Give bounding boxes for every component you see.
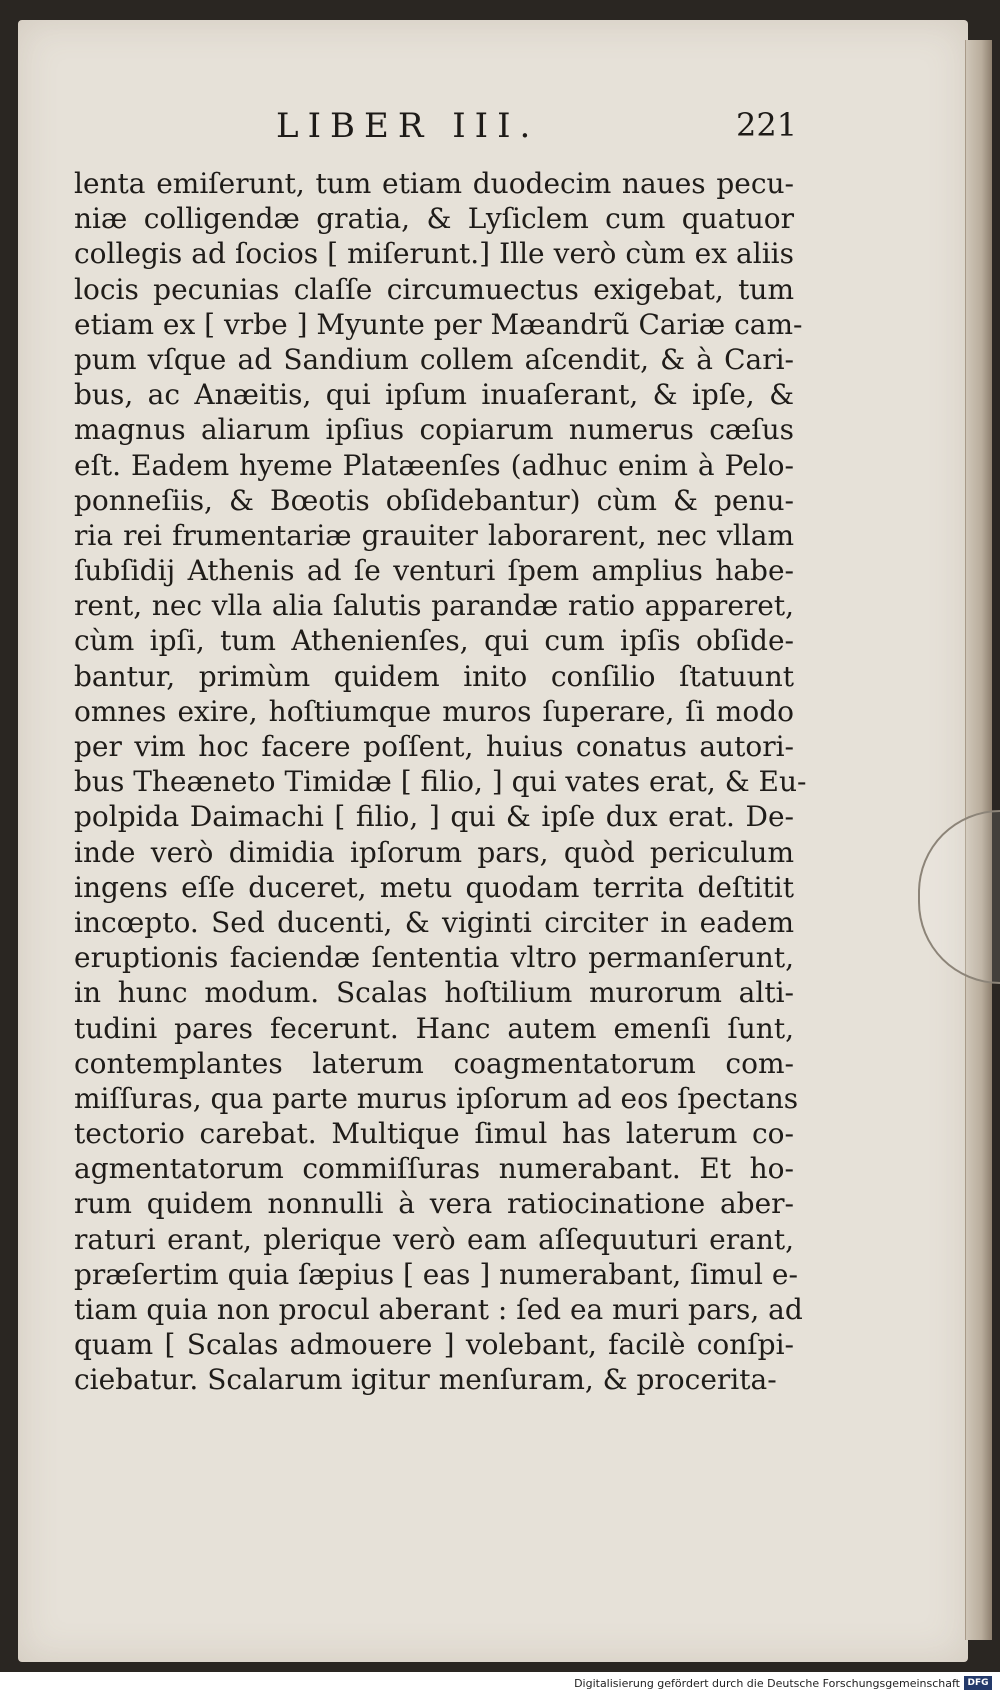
text-line: eſt. Eadem hyeme Platæenſes (adhuc enim à Pelo- — [74, 448, 794, 482]
text-line: niæ colligendæ gratia, & Lyſiclem cum quatuor — [74, 202, 794, 236]
book-page — [18, 20, 968, 1662]
text-line: præſertim quia ſæpius [ eas ] numerabant, ſimul e- — [74, 1257, 798, 1291]
text-line: collegis ad ſocios [ miſerunt.] Ille verò cùm ex aliis — [74, 237, 794, 271]
text-line: bantur, primùm quidem inito conſilio ſtatuunt — [74, 659, 794, 693]
text-line: bus Theæneto Timidæ [ filio, ] qui vates erat, & Eu- — [74, 765, 807, 799]
text-line: cùm ipſi, tum Athenienſes, qui cum ipſis obſide- — [74, 624, 794, 658]
running-head — [76, 106, 796, 150]
text-line: per vim hoc facere poſſent, huius conatus autori- — [74, 730, 794, 763]
text-line: ciebatur. Scalarum igitur menſuram, & procerita- — [74, 1363, 777, 1397]
dfg-logo: DFG — [964, 1676, 992, 1690]
text-line: pum vſque ad Sandium collem aſcendit, & à Cari- — [74, 342, 794, 376]
text-line: magnus aliarum ipſius copiarum numerus cæſus — [74, 413, 794, 447]
text-line: tudini pares fecerunt. Hanc autem emenſi ſunt, — [74, 1011, 794, 1045]
text-line: lenta emiſerunt, tum etiam duodecim naues pecu- — [74, 167, 794, 200]
text-line: contemplantes laterum coagmentatorum com- — [74, 1046, 794, 1080]
text-line: inde verò dimidia ipſorum pars, quòd periculum — [74, 835, 794, 869]
text-line: quam [ Scalas admouere ] volebant, facilè conſpi- — [74, 1328, 794, 1362]
text-line: miſſuras, qua parte murus ipſorum ad eos ſpectans — [74, 1081, 799, 1115]
text-line: bus, ac Anæitis, qui ipſum inuaſerant, & ipſe, & — [74, 378, 794, 412]
text-line: rum quidem nonnulli à vera ratiocinatione aber- — [74, 1187, 794, 1221]
text-line: agmentatorum commiſſuras numerabant. Et ho- — [74, 1152, 794, 1186]
text-line: in hunc modum. Scalas hoſtilium murorum alti- — [74, 976, 794, 1010]
text-line: raturi erant, plerique verò eam aſſequuturi erant, — [74, 1222, 794, 1256]
page-number: 221 — [736, 106, 798, 144]
text-line: tiam quia non procul aberant : ſed ea muri pars, ad — [74, 1293, 803, 1326]
text-line: ponneſiis, & Bœotis obſidebantur) cùm & penu- — [74, 483, 794, 517]
text-line: polpida Daimachi [ filio, ] qui & ipſe dux erat. De- — [74, 800, 794, 834]
text-line: incœpto. Sed ducenti, & viginti circiter in eadem — [74, 905, 794, 939]
text-line: ria rei frumentariæ grauiter laborarent, nec vllam — [74, 518, 794, 552]
text-line: etiam ex [ vrbe ] Myunte per Mæandrũ Cariæ cam- — [74, 307, 803, 341]
text-line: tectorio carebat. Multique ſimul has laterum co- — [74, 1117, 794, 1151]
text-line: rent, nec vlla alia ſalutis parandæ ratio appareret, — [74, 589, 794, 623]
footer-credit: Digitalisierung gefördert durch die Deutsche Forschungsgemeinschaft — [574, 1677, 960, 1690]
text-line: locis pecunias claſſe circumuectus exigebat, tum — [74, 272, 794, 306]
text-line: ingens eſſe duceret, metu quodam territa deſtitit — [74, 870, 794, 904]
text-line: eruptionis faciendæ ſententia vltro permanſerunt, — [74, 941, 794, 975]
text-line: ſubſidij Athenis ad ſe venturi ſpem amplius habe- — [74, 554, 794, 588]
body-text — [74, 166, 807, 1398]
footer — [0, 1672, 1000, 1696]
running-title: LIBER III. — [276, 106, 540, 146]
text-line: omnes exire, hoſtiumque muros ſuperare, ſi modo — [74, 694, 794, 728]
